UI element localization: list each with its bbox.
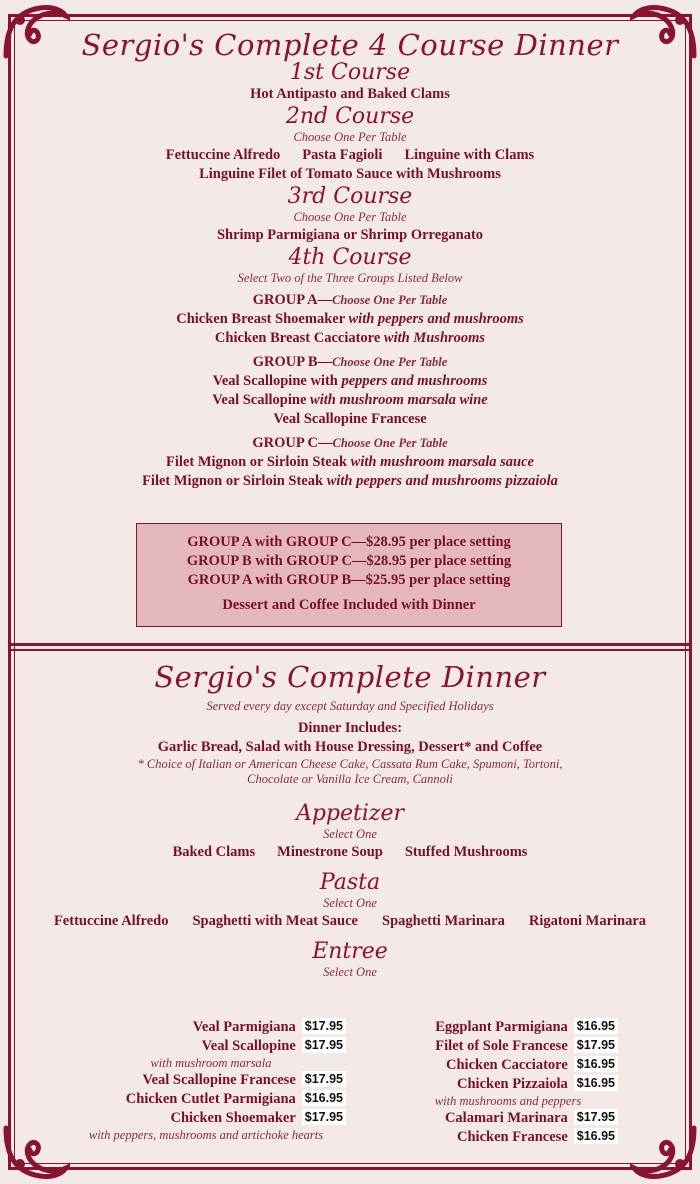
complete-dinner-section	[0, 660, 700, 981]
group-c-note: Choose One Per Table	[332, 436, 448, 450]
entree-name: Chicken Shoemaker	[170, 1110, 296, 1126]
entree-item	[398, 1128, 618, 1147]
entree-item	[398, 1056, 618, 1075]
entree-name: Chicken Cutlet Parmigiana	[125, 1091, 296, 1107]
flourish-icon	[0, 1124, 70, 1184]
entree-price: $16.95	[574, 1128, 618, 1144]
appetizer-item: Stuffed Mushrooms	[404, 844, 528, 860]
entree-item	[398, 1037, 618, 1056]
group-a-label: GROUP A—	[252, 292, 333, 308]
entree-item	[66, 1090, 346, 1109]
entree-price: $17.95	[302, 1109, 346, 1125]
entree-name: Veal Parmigiana	[192, 1019, 296, 1035]
pasta-item: Fettuccine Alfredo	[53, 913, 169, 929]
entree-note-text: with peppers, mushrooms and artichoke hearts	[88, 1128, 324, 1142]
entree-item	[66, 1109, 346, 1128]
pasta-item: Spaghetti Marinara	[382, 913, 505, 929]
group-a	[0, 291, 700, 348]
appetizer-item: Minestrone Soup	[277, 844, 383, 860]
entree-item	[66, 1071, 346, 1090]
group-c-label: GROUP C—	[252, 435, 333, 451]
entree-left-column	[66, 1018, 346, 1143]
entree-name: Chicken Francese	[457, 1129, 568, 1145]
pasta-item: Spaghetti with Meat Sauce	[192, 913, 358, 929]
course4-note: Select Two of the Three Groups Listed Below	[237, 271, 463, 285]
group-b-label: GROUP B—	[252, 354, 333, 370]
includes-text: Garlic Bread, Salad with House Dressing, Dessert* and Coffee	[157, 739, 543, 755]
entree-name: Filet of Sole Francese	[435, 1038, 568, 1054]
entree-name: Veal Scallopine Francese	[142, 1072, 296, 1088]
appetizer-item: Baked Clams	[172, 844, 256, 860]
course4-title: 4th Course	[288, 245, 412, 270]
pricing-line: GROUP B with GROUP C—$28.95 per place setting	[186, 553, 512, 569]
appetizer-title: Appetizer	[295, 801, 405, 826]
entree-item	[66, 1037, 346, 1056]
group-a-item: Chicken Breast Cacciatore	[214, 330, 384, 346]
group-a-note: Choose One Per Table	[332, 293, 448, 307]
course2-item: Linguine with Clams	[404, 147, 535, 163]
four-course-section	[0, 28, 700, 491]
group-a-item: Chicken Breast Shoemaker	[176, 311, 349, 327]
course3-items: Shrimp Parmigiana or Shrimp Orreganato	[216, 227, 484, 243]
entree-note-text: with mushroom marsala	[150, 1056, 272, 1070]
entree-name: Veal Scallopine	[201, 1038, 296, 1054]
dessert-footnote: * Choice of Italian or American Cheese Cake, Cassata Rum Cake, Spumoni, Tortoni,	[137, 757, 563, 771]
entree-title: Entree	[312, 939, 388, 964]
pasta-note: Select One	[323, 896, 377, 910]
flourish-icon	[630, 1124, 700, 1184]
course2-item: Pasta Fagioli	[302, 147, 383, 163]
entree-price: $16.95	[574, 1075, 618, 1091]
entree-name: Chicken Pizzaiola	[457, 1076, 568, 1092]
group-c-item: Filet Mignon or Sirloin Steak	[142, 473, 327, 489]
pasta-title: Pasta	[319, 870, 381, 895]
entree-name: Calamari Marinara	[444, 1110, 568, 1126]
entree-item	[66, 1018, 346, 1037]
dessert-footnote: Chocolate or Vanilla Ice Cream, Cannoli	[247, 772, 453, 786]
entree-note-text: with mushrooms and peppers	[434, 1094, 582, 1108]
pricing-line: GROUP A with GROUP B—$25.95 per place setting	[187, 572, 511, 588]
group-c-item-detail: with peppers and mushrooms pizzaiola	[326, 473, 558, 489]
group-b-item-detail: with mushroom marsala wine	[310, 392, 488, 408]
group-b-item-detail: peppers and mushrooms	[341, 373, 488, 389]
entree-item	[398, 1075, 618, 1094]
entree-price: $17.95	[574, 1109, 618, 1125]
group-b-item: Veal Scallopine with	[212, 373, 342, 389]
course2-item-extra: Linguine Filet of Tomato Sauce with Mushrooms	[199, 166, 501, 182]
group-b-item: Veal Scallopine	[212, 392, 311, 408]
entree-item	[398, 1018, 618, 1037]
entree-price: $17.95	[574, 1037, 618, 1053]
entree-price: $16.95	[574, 1018, 618, 1034]
course3-title: 3rd Course	[287, 184, 413, 209]
entree-note: Select One	[323, 965, 377, 979]
pasta-item: Rigatoni Marinara	[528, 913, 647, 929]
course2-items	[0, 146, 700, 165]
dessert-note: Dessert and Coffee Included with Dinner	[222, 597, 476, 613]
entree-name: Eggplant Parmigiana	[435, 1019, 568, 1035]
section-divider	[8, 643, 692, 651]
entree-price: $17.95	[302, 1018, 346, 1034]
four-course-title: Sergio's Complete 4 Course Dinner	[81, 28, 619, 62]
group-c-item: Filet Mignon or Sirloin Steak	[166, 454, 351, 470]
course2-title: 2nd Course	[285, 104, 415, 129]
includes-label: Dinner Includes:	[297, 720, 403, 736]
entree-price: $16.95	[302, 1090, 346, 1106]
entree-name: Chicken Cacciatore	[446, 1057, 568, 1073]
group-b-note: Choose One Per Table	[332, 355, 448, 369]
group-a-item-detail: with peppers and mushrooms	[348, 311, 524, 327]
course3-note: Choose One Per Table	[293, 210, 407, 224]
entree-item	[398, 1109, 618, 1128]
group-b-item: Veal Scallopine Francese	[273, 411, 427, 427]
entree-price: $17.95	[302, 1071, 346, 1087]
group-c-item-detail: with mushroom marsala sauce	[350, 454, 534, 470]
group-c	[0, 434, 700, 491]
course1-title: 1st Course	[289, 60, 411, 85]
course2-note: Choose One Per Table	[293, 130, 407, 144]
entree-right-column	[398, 1018, 618, 1147]
group-b	[0, 353, 700, 429]
complete-subtitle: Served every day except Saturday and Specified Holidays	[206, 699, 494, 713]
group-a-item-detail: with Mushrooms	[383, 330, 486, 346]
course1-items: Hot Antipasto and Baked Clams	[250, 86, 450, 102]
appetizer-items	[0, 843, 700, 862]
appetizer-note: Select One	[323, 827, 377, 841]
complete-dinner-title: Sergio's Complete Dinner	[154, 660, 546, 694]
pricing-box	[136, 523, 562, 627]
pasta-items	[0, 912, 700, 931]
course2-item: Fettuccine Alfredo	[165, 147, 281, 163]
entree-price: $16.95	[574, 1056, 618, 1072]
pricing-line: GROUP A with GROUP C—$28.95 per place setting	[187, 534, 511, 550]
entree-price: $17.95	[302, 1037, 346, 1053]
